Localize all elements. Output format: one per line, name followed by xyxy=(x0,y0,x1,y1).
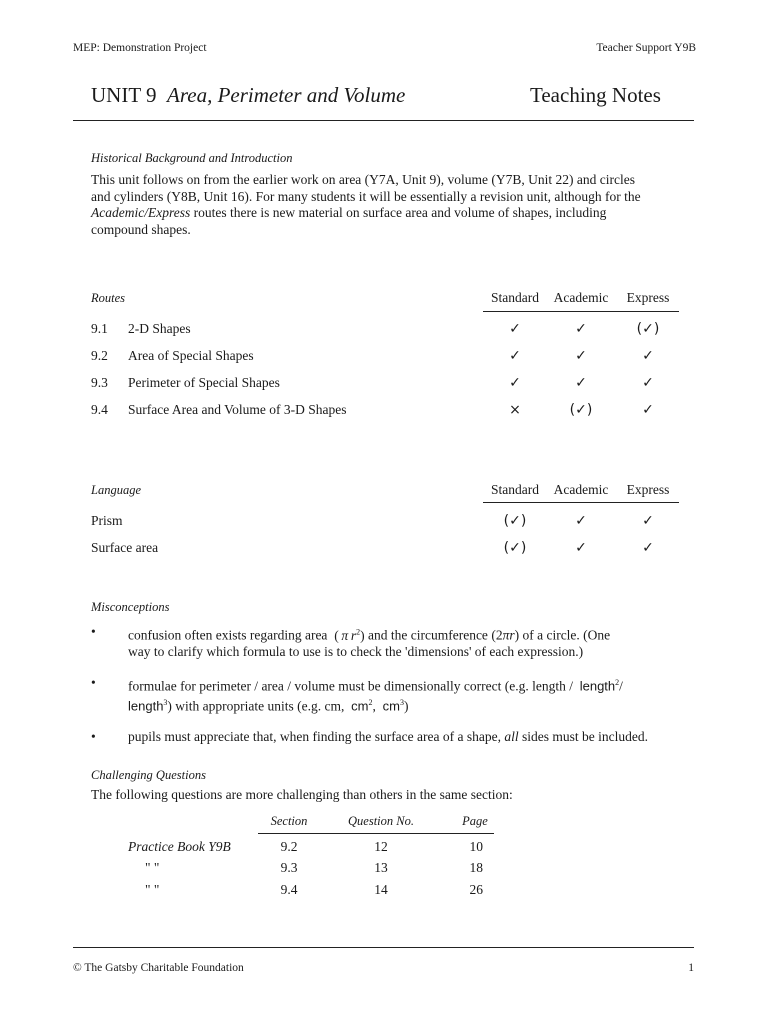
language-mark: (✓) xyxy=(503,540,527,556)
paren: ( xyxy=(334,627,339,643)
language-col-standard: Standard xyxy=(491,482,539,497)
routes-row xyxy=(91,321,191,338)
text-run: confusion often exists regarding area xyxy=(128,627,328,643)
bullet: • xyxy=(91,729,96,744)
language-term: Prism xyxy=(91,513,123,528)
page-title xyxy=(91,83,405,108)
challenging-question: 12 xyxy=(374,839,388,854)
intro-line-2: and cylinders (Y8B, Unit 16). For many students it will be essentially a revision unit, although for the xyxy=(91,188,641,204)
bullet: • xyxy=(91,675,96,690)
language-header-rule xyxy=(483,502,679,503)
challenging-page: 18 xyxy=(469,860,483,875)
exponent: 3 xyxy=(163,698,168,707)
page-number: 1 xyxy=(688,962,694,974)
misconception-item-1 xyxy=(128,624,688,661)
routes-mark: ✓ xyxy=(575,321,587,337)
radius-variable: r xyxy=(350,627,357,643)
text-run: and the circumference xyxy=(368,627,488,643)
footer-copyright: © The Gatsby Charitable Foundation xyxy=(73,962,244,974)
routes-mark: ✓ xyxy=(642,375,654,391)
routes-row-label: 2-D Shapes xyxy=(128,321,191,336)
challenging-page: 26 xyxy=(469,882,483,897)
routes-row xyxy=(91,402,346,419)
language-col-academic: Academic xyxy=(553,482,609,497)
routes-header-rule xyxy=(483,311,679,312)
language-mark: ✓ xyxy=(575,540,587,556)
routes-col-express: Express xyxy=(626,290,670,305)
routes-mark: ✓ xyxy=(575,348,587,364)
intro-line-3 xyxy=(91,205,691,222)
routes-mark: ✓ xyxy=(509,321,521,337)
routes-row-number: 9.4 xyxy=(91,402,108,417)
challenging-section: 9.2 xyxy=(280,839,298,854)
text-run: sides must be included. xyxy=(522,729,648,744)
routes-mark: (✓) xyxy=(636,321,660,337)
running-header-right: Teacher Support Y9B xyxy=(596,42,696,54)
length-unit: length xyxy=(128,698,164,714)
routes-col-academic: Academic xyxy=(553,290,609,305)
text-run: ) xyxy=(403,698,409,714)
challenging-question: 13 xyxy=(374,860,388,875)
routes-row-number: 9.1 xyxy=(91,321,108,336)
challenging-row-label: " " xyxy=(145,860,160,875)
misconception-1-line-1 xyxy=(128,624,688,644)
challenging-section: 9.3 xyxy=(280,860,298,875)
paren: ( xyxy=(491,627,496,643)
footer-rule xyxy=(73,947,694,948)
challenging-section: 9.4 xyxy=(280,882,298,897)
running-header-left: MEP: Demonstration Project xyxy=(73,42,207,54)
routes-mark: × xyxy=(509,402,521,418)
routes-row-label: Perimeter of Special Shapes xyxy=(128,375,280,390)
language-mark: ✓ xyxy=(575,513,587,529)
exponent: 2 xyxy=(368,698,373,707)
routes-row xyxy=(91,348,254,365)
challenging-heading: Challenging Questions xyxy=(91,768,206,782)
routes-row-number: 9.2 xyxy=(91,348,108,363)
challenging-page: 10 xyxy=(469,839,483,854)
circumference-formula xyxy=(491,628,519,643)
unit-topic: Area, Perimeter and Volume xyxy=(167,83,406,107)
routes-mark: ✓ xyxy=(575,375,587,391)
emphasis: all xyxy=(504,729,519,744)
misconception-item-3 xyxy=(128,729,688,746)
misconception-2-line-2 xyxy=(128,695,688,715)
text-run: pupils must appreciate that, when finding the surface area of a shape, xyxy=(128,729,501,744)
paren: ) xyxy=(514,627,520,643)
routes-row-label: Area of Special Shapes xyxy=(128,348,254,363)
exponent: 2 xyxy=(356,627,361,636)
challenging-intro: The following questions are more challenging than others in the same section: xyxy=(91,787,513,802)
coefficient: 2 xyxy=(495,627,503,643)
language-mark: (✓) xyxy=(503,513,527,529)
challenging-header-rule xyxy=(258,833,494,834)
challenging-col-page: Page xyxy=(462,814,488,828)
title-rule xyxy=(73,120,694,121)
intro-line-3-rest: routes there is new material on surface area and volume of shapes, including xyxy=(190,205,607,220)
language-mark: ✓ xyxy=(642,540,654,556)
teaching-notes-title: Teaching Notes xyxy=(530,83,661,107)
pi-symbol: π xyxy=(341,627,349,643)
language-mark: ✓ xyxy=(642,513,654,529)
comma: , xyxy=(372,698,376,714)
bullet: • xyxy=(91,624,96,639)
routes-mark: (✓) xyxy=(569,402,593,418)
misconception-item-2 xyxy=(128,675,688,715)
language-heading: Language xyxy=(91,483,141,497)
language-col-express: Express xyxy=(626,482,670,497)
unit-number: UNIT 9 xyxy=(91,83,157,107)
routes-row xyxy=(91,375,280,392)
length-unit: length xyxy=(579,678,616,694)
slash: / xyxy=(619,678,623,694)
challenging-question: 14 xyxy=(374,882,388,897)
exponent: 3 xyxy=(399,698,404,707)
routes-row-label: Surface Area and Volume of 3-D Shapes xyxy=(128,402,347,417)
misconception-2-line-1 xyxy=(128,675,688,695)
challenging-row-label: " " xyxy=(145,882,160,897)
challenging-col-question: Question No. xyxy=(348,814,414,828)
language-term: Surface area xyxy=(91,540,159,555)
misconception-1-line-2: way to clarify which formula to use is to check the 'dimensions' of each expression.) xyxy=(128,644,584,659)
cm-unit: cm xyxy=(351,698,369,714)
intro-line-1: This unit follows on from the earlier work on area (Y7A, Unit 9), volume (Y7B, Unit 22) and circles xyxy=(91,172,635,187)
misconceptions-heading: Misconceptions xyxy=(91,600,170,614)
paren: ) xyxy=(360,627,365,643)
routes-mark: ✓ xyxy=(509,375,521,391)
cm-unit: cm xyxy=(382,698,400,714)
text-run: of a circle. (One xyxy=(522,627,611,643)
routes-row-number: 9.3 xyxy=(91,375,108,390)
text-run: formulae for perimeter / area / volume must be dimensionally correct (e.g. length / xyxy=(128,678,573,694)
radius-variable: r xyxy=(509,627,515,643)
routes-col-standard: Standard xyxy=(491,290,539,305)
challenging-col-section: Section xyxy=(270,814,308,828)
routes-mark: ✓ xyxy=(509,348,521,364)
exponent: 2 xyxy=(615,678,620,687)
text-run: ) with appropriate units (e.g. cm, xyxy=(167,698,345,714)
routes-mark: ✓ xyxy=(642,348,654,364)
area-formula xyxy=(334,628,364,643)
intro-line-4: compound shapes. xyxy=(91,221,191,237)
intro-heading: Historical Background and Introduction xyxy=(91,151,293,165)
pi-symbol: π xyxy=(502,627,510,643)
routes-heading: Routes xyxy=(91,291,126,305)
challenging-row-label: Practice Book Y9B xyxy=(128,839,231,854)
intro-paragraph xyxy=(91,172,691,238)
routes-mark: ✓ xyxy=(642,402,654,418)
intro-routes-italic: Academic/Express xyxy=(91,205,191,220)
